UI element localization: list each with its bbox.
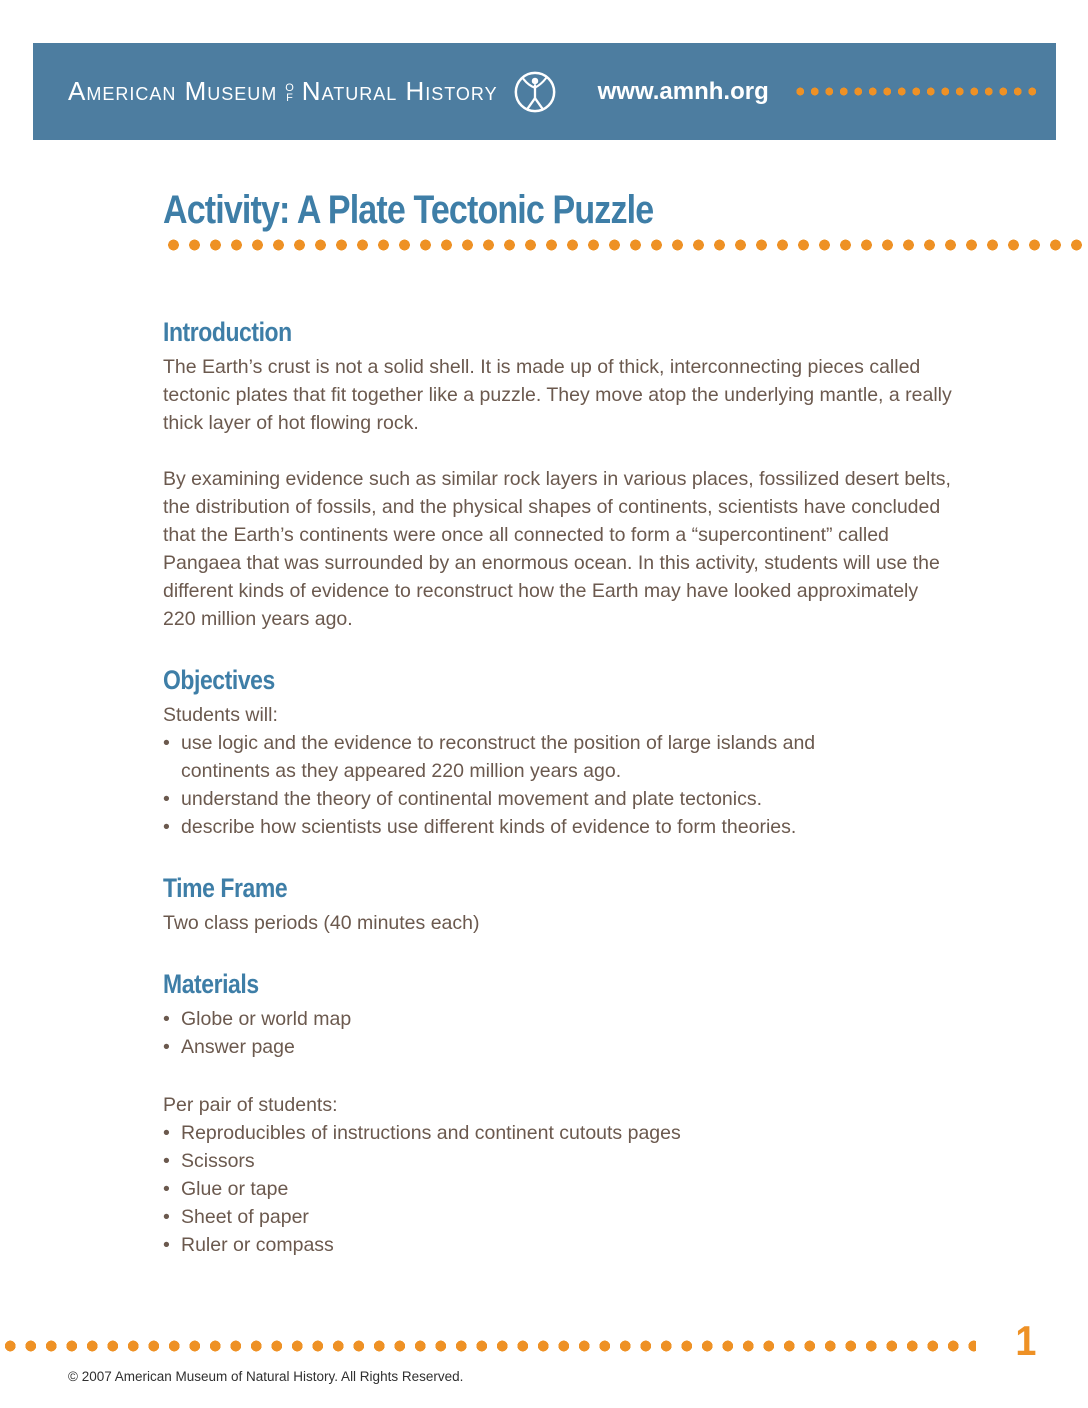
page-title: Activity: A Plate Tectonic Puzzle [163, 188, 654, 232]
list-item: • Scissors [163, 1147, 903, 1175]
time-frame-text: Two class periods (40 minutes each) [163, 912, 480, 935]
page-content [0, 188, 1088, 1259]
per-pair-list [163, 1119, 953, 1259]
introduction-paragraph-2: By examining evidence such as similar rock layers in various places, fossilized desert belts, the distribution of fossils, and the physical shapes of continents, scientists have concluded that the Earth’s continents were once all connected to form a “supercontinent” called Pangaea that was surrounded by an enormous ocean. In this activity, students will use the different kinds of evidence to reconstruct how the Earth may have looked approximately 220 million years ago. [163, 468, 951, 631]
list-item: • understand the theory of continental movement and plate tectonics. [163, 785, 903, 813]
institution-of: O F [285, 81, 294, 104]
list-item: • Reproducibles of instructions and continent cutouts pages [163, 1119, 903, 1147]
list-item: • Sheet of paper [163, 1203, 903, 1231]
per-pair-lead: Per pair of students: [163, 1094, 338, 1117]
section-objectives [163, 665, 1088, 841]
materials-heading: Materials [163, 969, 259, 1000]
institution-suffix: Natural History [301, 76, 498, 106]
introduction-paragraph-1: The Earth’s crust is not a solid shell. It is made up of thick, interconnecting pieces called tectonic plates that fit together like a puzzle. They move atop the underlying mantle, a really thick layer of hot flowing rock. [163, 356, 952, 435]
time-frame-heading: Time Frame [163, 873, 288, 904]
page-number: 1 [1014, 1317, 1036, 1364]
list-item: • Ruler or compass [163, 1231, 903, 1259]
amnh-logo-icon [512, 69, 558, 115]
header-bar [33, 43, 1056, 140]
list-item: • describe how scientists use different kinds of evidence to form theories. [163, 813, 903, 841]
footer-dots-divider [0, 1340, 976, 1352]
objectives-heading: Objectives [163, 665, 275, 696]
list-item: • Answer page [163, 1033, 903, 1061]
list-item: • use logic and the evidence to reconstruct the position of large islands and continents as they appeared 220 million years ago. [163, 729, 903, 785]
website-url: www.amnh.org [597, 77, 769, 105]
objectives-lead: Students will: [163, 704, 278, 727]
introduction-heading: Introduction [163, 317, 292, 347]
materials-list [163, 1005, 953, 1061]
title-dots-divider [163, 239, 1088, 251]
section-introduction [163, 317, 1088, 633]
list-item: • Globe or world map [163, 1005, 903, 1033]
institution-prefix: American Museum [68, 76, 278, 106]
header-dots-divider [793, 87, 1042, 96]
list-item: • Glue or tape [163, 1175, 903, 1203]
copyright-notice: © 2007 American Museum of Natural History. All Rights Reserved. [68, 1369, 464, 1384]
objectives-list [163, 729, 953, 841]
section-time-frame [163, 873, 1088, 937]
institution-name [68, 76, 498, 107]
section-materials [163, 969, 1088, 1259]
